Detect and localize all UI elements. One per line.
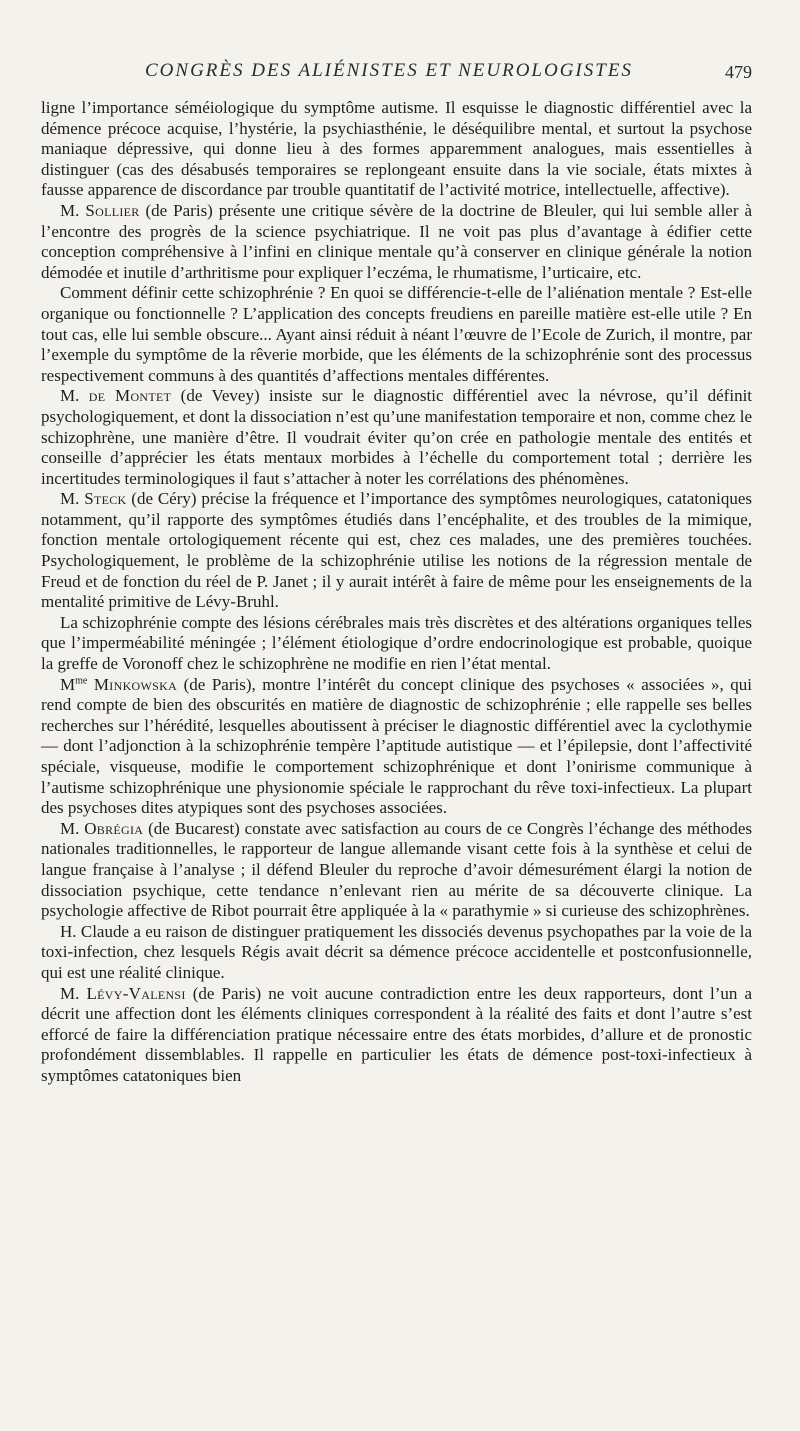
paragraph-3 <box>41 283 752 386</box>
paragraph-6 <box>41 613 752 675</box>
speaker-name: Sollier <box>85 200 140 220</box>
speaker-name: Minkowska <box>93 674 178 694</box>
body-text <box>41 98 752 1087</box>
paragraph-sollier <box>41 201 752 283</box>
paragraph-steck <box>41 489 752 613</box>
speaker-name: Lévy-Valensi <box>86 983 186 1003</box>
speaker-name: Steck <box>84 489 127 509</box>
speaker-title: M. <box>60 489 80 509</box>
speaker-title: M. <box>60 386 80 406</box>
paragraph-minkowska <box>41 675 752 819</box>
page-number: 479 <box>725 62 752 82</box>
speaker-name: Obrégia <box>84 818 144 838</box>
paragraph-text: (de Céry) précise la fréquence et l’importance des symptômes neurologiques, catatoniques notamment, qu’il rapporte des symptômes étudiés dans l’encéphalite, et des troubles de la mimique, fonction mentale ortologiquement récente qui est, chez ces malades, une des premières touchées. Psychologiquement, le problème de la schizophrénie utilise les notions de la régression mentale de Freud et de fonction du réel de P. Janet ; il y aurait intérêt à faire de même pour les enseignements de la mentalité primitive de Lévy-Bruhl. <box>41 489 752 612</box>
paragraph-obregia <box>41 819 752 922</box>
paragraph-text: (de Vevey) insiste sur le diagnostic différentiel avec la névrose, qu’il définit psychologiquement, et dont la dissociation n’est qu’une manifestation temporaire et non, comme chez le schizophrène, une manière d’être. Il voudrait éviter qu’on crée en pathologie mentale des entités et conseille d’apprécier les états mentaux morbides à l’échelle du comportement total ; derrière les incertitudes terminologiques il faut s’attacher à noter les corrélations des phénomènes. <box>41 386 753 488</box>
speaker-title: M. <box>60 818 80 838</box>
speaker-title: M <box>60 674 76 694</box>
running-title: CONGRÈS DES ALIÉNISTES ET NEUROLOGISTES <box>145 60 633 81</box>
paragraph-text: (de Paris) ne voit aucune contradiction entre les deux rapporteurs, dont l’un a décrit une affection dont les éléments cliniques correspondent à la réalité des faits et dont l’autre s’est efforcé de faire la différenciation pratique nécessaire entre des états morbides, d’allure et de pronostic profondément dissemblables. Il rappelle en particulier les états de démence post-toxi-infectieux à symptômes catatoniques bien <box>41 983 753 1085</box>
paragraph-text: Comment définir cette schizophrénie ? En quoi se différencie-t-elle de l’aliénation mentale ? Est-elle organique ou fonctionnelle ? L’application des concepts freudiens en pareille matière est-elle utile ? En tout cas, elle lui semble obscure... Ayant ainsi réduit à néant l’œuvre de l’Ecole de Zurich, il montre, par l’exemple du symptôme de la rêverie morbide, que les éléments de la schizophrénie sont des processus respectivement communs à des quantités d’affections mentales différentes. <box>41 283 752 385</box>
paragraph-de-montet <box>41 386 752 489</box>
paragraph-1 <box>41 98 752 201</box>
paragraph-9 <box>41 922 752 984</box>
paragraph-text: (de Paris), montre l’intérêt du concept clinique des psychoses « associées », qui rend compte de bien des obscurités en matière de diagnostic de schizophrénie ; elle rappelle ses belles recherches sur l’hérédité, lesquelles aboutissent à préciser le diagnostic différentiel avec la cyclothymie — dont l’adjonction à la schizophrénie tempère l’aptitude autistique — et l’épilepsie, dont l’affectivité spéciale, visqueuse, modifie le comportement schizophrénique et dont l’onirisme communique à l’autisme schizophrénique une physionomie spéciale le rapprochant du rêve toxi-infectieux. La plupart des psychoses dites atypiques sont des psychoses associées. <box>41 674 753 818</box>
paragraph-text: H. Claude a eu raison de distinguer pratiquement les dissociés devenus psychopathes par la voie de la toxi-infection, chez lesquels Régis avait décrit sa démence précoce accidentelle et postconfusionnelle, qui est une réalité clinique. <box>41 921 752 982</box>
paragraph-levy-valensi <box>41 984 752 1087</box>
paragraph-text: ligne l’importance séméiologique du symptôme autisme. Il esquisse le diagnostic différentiel avec la démence précoce acquise, l’hystérie, la psychiasthénie, le déséquilibre mental, et surtout la psychose maniaque dépressive, qui donne lieu à des formes apparemment analogues, mais essentielles à distinguer (cas des désabusés temporaires se replongeant ensuite dans la vie sociale, états mixtes à fausse apparence de discordance par trouble quantitatif de l’activité motrice, intellectuelle, affective). <box>41 98 752 200</box>
speaker-title: M. <box>60 983 80 1003</box>
speaker-name: de Montet <box>88 386 172 406</box>
paragraph-text: (de Paris) présente une critique sévère de la doctrine de Bleuler, qui lui semble aller à l’encontre des progrès de la science psychiatrique. Il ne voit pas plus d’avantage à édifier cette conception compréhensive à l’infini en clinique mentale qu’à conserver en clinique générale la notion démodée et inutile d’arthritisme pour expliquer l’eczéma, le rhumatisme, l’urticaire, etc. <box>41 200 752 282</box>
speaker-title: M. <box>60 200 80 220</box>
paragraph-text: La schizophrénie compte des lésions cérébrales mais très discrètes et des altérations organiques telles que l’imperméabilité méningée ; l’élément étiologique d’ordre endocrinologique est probable, quoique la greffe de Voronoff chez le schizophrène ne modifie en rien l’état mental. <box>41 612 752 674</box>
paragraph-text: (de Bucarest) constate avec satisfaction au cours de ce Congrès l’échange des méthodes nationales traditionnelles, le rapporteur de langue allemande visant cette fois à la synthèse et celui de langue française à l’analyse ; il défend Bleuler du reproche d’avoir démesurément élargi la notion de dissociation psychique, cette tendance n’enlevant rien au mérite de sa découverte clinique. La psychologie affective de Ribot pourrait être appliquée à la « parathymie » si curieuse des schizophrènes. <box>41 818 752 921</box>
speaker-title-superscript: me <box>75 674 88 686</box>
